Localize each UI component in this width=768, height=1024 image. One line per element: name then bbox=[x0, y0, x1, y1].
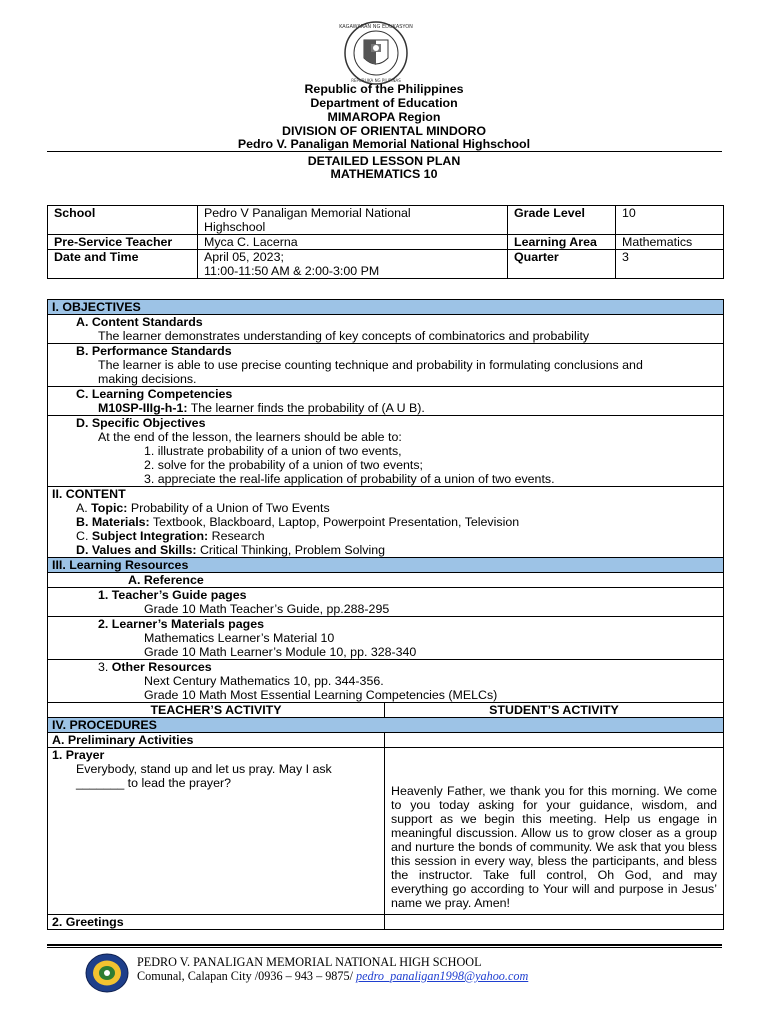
performance-standards: B. Performance Standards The learner is able to use precise counting technique and probability in formulating conclusions and making decisions. bbox=[48, 344, 724, 387]
section-learning-resources: III. Learning Resources bbox=[48, 558, 724, 573]
lesson-plan-table bbox=[47, 299, 724, 930]
teacher-activity-header: TEACHER’S ACTIVITY bbox=[48, 703, 385, 718]
svg-text:KAGAWARAN NG EDUKASYON: KAGAWARAN NG EDUKASYON bbox=[339, 24, 413, 30]
teacher-value: Myca C. Lacerna bbox=[198, 235, 508, 250]
document-title: DETAILED LESSON PLAN bbox=[307, 154, 461, 168]
reference-label: A. Reference bbox=[48, 573, 724, 588]
header-region: MIMAROPA Region bbox=[327, 110, 441, 124]
greetings-student-cell bbox=[385, 915, 724, 930]
footer-divider bbox=[47, 944, 722, 946]
teachers-guide: 1. Teacher’s Guide pages Grade 10 Math Teacher’s Guide, pp.288-295 bbox=[48, 588, 724, 617]
specific-objectives: D. Specific Objectives At the end of the lesson, the learners should be able to: 1. illustrate probability of a union of two events, 2. solve for the probability of a union of two events; 3. appreciate the real-life application of probability of a union of two events. bbox=[48, 416, 724, 487]
learners-materials: 2. Learner’s Materials pages Mathematics Learner’s Material 10 Grade 10 Math Learner’s Module 10, pp. 328-340 bbox=[48, 617, 724, 660]
greetings-label: 2. Greetings bbox=[48, 915, 385, 930]
preliminary-student-cell bbox=[385, 733, 724, 748]
school-value: Pedro V Panaligan Memorial National Highschool bbox=[198, 206, 508, 235]
footer-divider-thin bbox=[47, 947, 722, 948]
grade-level-value: 10 bbox=[616, 206, 724, 235]
date-value: April 05, 2023; 11:00-11:50 AM & 2:00-3:00 PM bbox=[198, 250, 508, 279]
other-resources: 3. Other Resources Next Century Mathematics 10, pp. 344-356. Grade 10 Math Most Essential Learning Competencies (MELCs) bbox=[48, 660, 724, 703]
learning-area-label: Learning Area bbox=[508, 235, 616, 250]
footer-school-name: PEDRO V. PANALIGAN MEMORIAL NATIONAL HIGH SCHOOL bbox=[137, 955, 482, 969]
quarter-label: Quarter bbox=[508, 250, 616, 279]
student-activity-header: STUDENT’S ACTIVITY bbox=[385, 703, 724, 718]
preliminary-activities: A. Preliminary Activities bbox=[48, 733, 385, 748]
prayer-student-cell: Heavenly Father, we thank you for this morning. We come to you today asking for your guidance, wisdom, and support as we begin this meeting. Help us engage in meaningful discussion. Allow us to grow closer as a group and nurture the bonds of community. We ask that you bless this session in every way, bless the participants, and bless the instructor. Take full control, Oh God, and may everything go according to Your will and purpose in Jesus’ name we pray. Amen! bbox=[385, 748, 724, 915]
header-department: Department of Education bbox=[310, 96, 458, 110]
svg-text:REPUBLIKA NG PILIPINAS: REPUBLIKA NG PILIPINAS bbox=[351, 78, 401, 83]
date-label: Date and Time bbox=[48, 250, 198, 279]
objective-item: 1. illustrate probability of a union of two events, bbox=[144, 444, 402, 458]
subject-title: MATHEMATICS 10 bbox=[330, 167, 438, 181]
objective-item: 3. appreciate the real-life application of probability of a union of two events. bbox=[144, 472, 555, 486]
content-section: II. CONTENT A. Topic: Probability of a Union of Two Events B. Materials: Textbook, Blackboard, Laptop, Powerpoint Presentation, Television C. Subject Integration: Research D. Values and Skills: Critical Thinking, Problem Solving bbox=[48, 487, 724, 558]
footer-email-link[interactable]: pedro_panaligan1998@yahoo.com bbox=[356, 969, 529, 983]
header-republic: Republic of the Philippines bbox=[304, 82, 464, 96]
school-label: School bbox=[48, 206, 198, 235]
section-objectives: I. OBJECTIVES bbox=[48, 300, 724, 315]
learning-competencies: C. Learning Competencies M10SP-IIIg-h-1: The learner finds the probability of (A U B). bbox=[48, 387, 724, 416]
prayer-teacher-cell: 1. Prayer Everybody, stand up and let us pray. May I ask _______ to lead the prayer? bbox=[48, 748, 385, 915]
teacher-label: Pre-Service Teacher bbox=[48, 235, 198, 250]
footer-address: Comunal, Calapan City /0936 – 943 – 9875/ bbox=[137, 969, 357, 983]
objective-item: 2. solve for the probability of a union of two events; bbox=[144, 458, 423, 472]
school-logo bbox=[84, 952, 130, 994]
footer-contact bbox=[137, 969, 528, 983]
learning-area-value: Mathematics bbox=[616, 235, 724, 250]
header-divider bbox=[47, 151, 722, 152]
header-school: Pedro V. Panaligan Memorial National Highschool bbox=[237, 137, 531, 151]
quarter-value: 3 bbox=[616, 250, 724, 279]
header-division: DIVISION OF ORIENTAL MINDORO bbox=[282, 124, 486, 138]
content-standards: A. Content Standards The learner demonstrates understanding of key concepts of combinatorics and probability bbox=[48, 315, 724, 344]
grade-level-label: Grade Level bbox=[508, 206, 616, 235]
section-procedures: IV. PROCEDURES bbox=[48, 718, 724, 733]
lesson-info-table bbox=[47, 205, 724, 279]
deped-seal-logo bbox=[330, 20, 422, 86]
